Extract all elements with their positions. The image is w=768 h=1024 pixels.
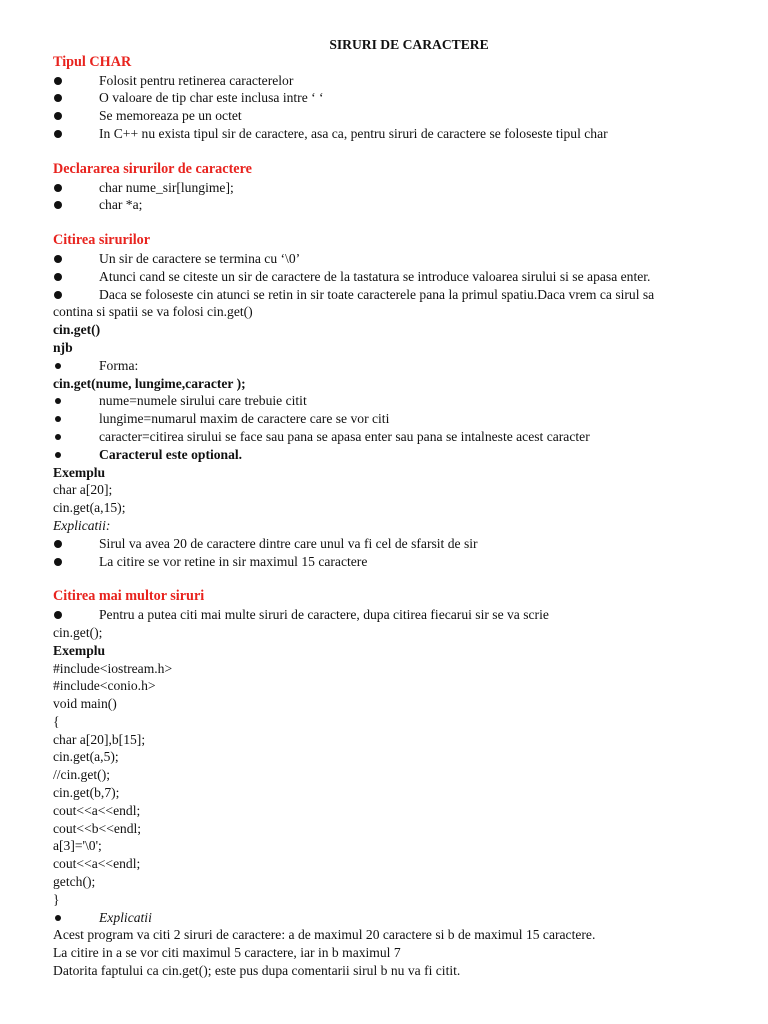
bullet-icon — [53, 428, 99, 446]
example-label: Exemplu — [53, 464, 106, 480]
section-heading-citirea-sirurilor: Citirea sirurilor — [53, 232, 151, 249]
explanation-line: Datorita faptului ca cin.get(); este pus dupa comentarii sirul b nu va fi citit. — [53, 963, 461, 979]
bullet-icon — [53, 179, 99, 197]
bullet-icon — [53, 909, 99, 927]
list-item: O valoare de tip char este inclusa intre ‘ ‘ — [53, 89, 743, 107]
list-item: Folosit pentru retinerea caracterelor — [53, 72, 743, 90]
list-item: Forma: — [53, 357, 743, 375]
code-line: char a[20],b[15]; — [53, 731, 146, 747]
bullet-icon — [53, 196, 99, 214]
bullet-icon — [53, 606, 99, 624]
bullet-icon — [53, 89, 99, 107]
list-item-continuation: contina si spatii se va folosi cin.get() — [53, 304, 253, 320]
code-line: void main() — [53, 696, 117, 712]
section-heading-tipul-char: Tipul CHAR — [53, 53, 132, 70]
example-label: Exemplu — [53, 642, 106, 658]
code-line: cout<<b<<endl; — [53, 820, 142, 836]
list-item: lungime=numarul maxim de caractere care se vor citi — [53, 410, 743, 428]
bullet-icon — [53, 357, 99, 375]
bullet-icon — [53, 125, 99, 143]
list-item: Caracterul este optional. — [53, 446, 743, 464]
list-item: nume=numele sirului care trebuie citit — [53, 392, 743, 410]
stray-text: njb — [53, 339, 73, 355]
explanation-line: Acest program va citi 2 siruri de caractere: a de maximul 20 caractere si b de maximul 15 caractere. — [53, 927, 596, 943]
list-item: La citire se vor retine in sir maximul 15 caractere — [53, 553, 743, 571]
code-line: a[3]='\0'; — [53, 838, 102, 854]
section-heading-declararea: Declararea sirurilor de caractere — [53, 160, 252, 177]
section-heading-citirea-mai-multor: Citirea mai multor siruri — [53, 588, 205, 605]
list-item: In C++ nu exista tipul sir de caractere, asa ca, pentru siruri de caractere se foloseste tipul char — [53, 125, 743, 143]
list-item: caracter=citirea sirului se face sau pana se apasa enter sau pana se intalneste acest caracter — [53, 428, 743, 446]
bullet-icon — [53, 392, 99, 410]
code-line: cin.get(b,7); — [53, 785, 120, 801]
list-item: char nume_sir[lungime]; — [53, 179, 743, 197]
code-line: char a[20]; — [53, 482, 113, 498]
list-item: Explicatii — [53, 909, 743, 927]
subheading-cin-get: cin.get() — [53, 322, 101, 338]
list-item: Pentru a putea citi mai multe siruri de caractere, dupa citirea fiecarui sir se va scrie — [53, 606, 743, 624]
code-line: #include<iostream.h> — [53, 660, 173, 676]
bullet-icon — [53, 553, 99, 571]
syntax-line: cin.get(nume, lungime,caracter ); — [53, 375, 246, 391]
code-line: } — [53, 891, 60, 907]
document-page — [53, 36, 743, 980]
code-line: cout<<a<<endl; — [53, 856, 141, 872]
bullet-icon — [53, 410, 99, 428]
list-item: Daca se foloseste cin atunci se retin in sir toate caracterele pana la primul spatiu.Daca vrem ca sirul sa — [53, 286, 743, 304]
bullet-icon — [53, 535, 99, 553]
list-item: char *a; — [53, 196, 743, 214]
bullet-icon — [53, 268, 99, 286]
bullet-icon — [53, 286, 99, 304]
list-item: Un sir de caractere se termina cu ‘\0’ — [53, 250, 743, 268]
bullet-icon — [53, 72, 99, 90]
bullet-icon — [53, 250, 99, 268]
code-line: cout<<a<<endl; — [53, 802, 141, 818]
list-item: Atunci cand se citeste un sir de caractere de la tastatura se introduce valoarea sirului si se apasa enter. — [53, 268, 743, 286]
code-line: { — [53, 713, 60, 729]
code-line: cin.get(a,15); — [53, 500, 126, 516]
list-item: Se memoreaza pe un octet — [53, 107, 743, 125]
document-title: SIRURI DE CARACTERE — [329, 37, 489, 52]
code-line: //cin.get(); — [53, 767, 110, 783]
list-item: Sirul va avea 20 de caractere dintre care unul va fi cel de sfarsit de sir — [53, 535, 743, 553]
bullet-icon — [53, 107, 99, 125]
explanation-line: La citire in a se vor citi maximul 5 caractere, iar in b maximul 7 — [53, 945, 401, 961]
code-line: #include<conio.h> — [53, 678, 156, 694]
code-line: cin.get(a,5); — [53, 749, 119, 765]
bullet-icon — [53, 446, 99, 464]
code-line: getch(); — [53, 874, 96, 890]
code-line: cin.get(); — [53, 624, 103, 640]
explicatii-label: Explicatii: — [53, 517, 111, 533]
